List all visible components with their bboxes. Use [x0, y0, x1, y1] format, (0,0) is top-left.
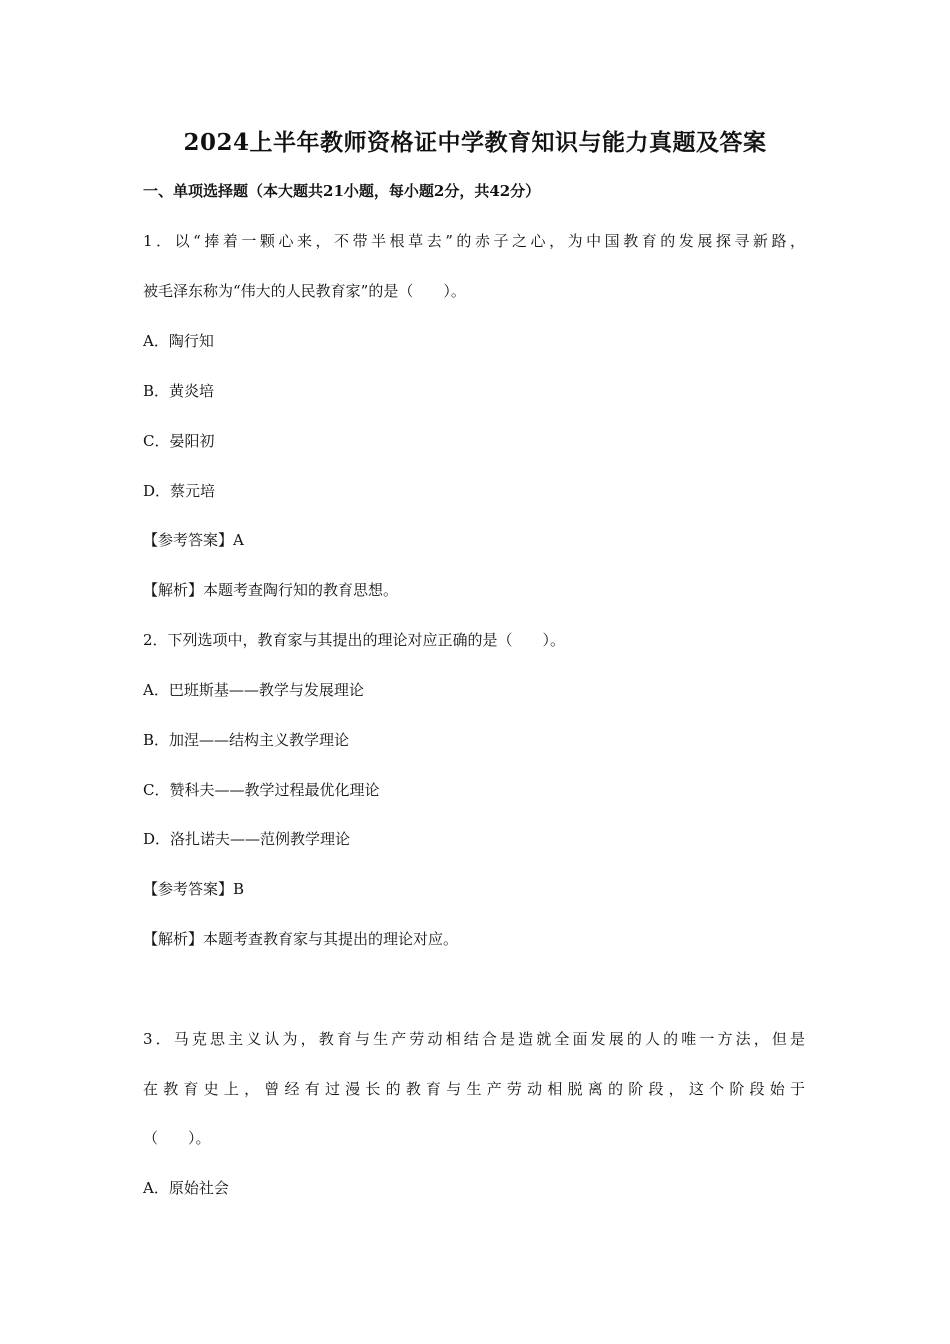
section-heading: 一、单项选择题（本大题共21小题，每小题2分，共42分）: [143, 182, 541, 200]
question-3-option-a: A．原始社会: [143, 1179, 229, 1197]
question-1-analysis: 【解析】本题考查陶行知的教育思想。: [143, 581, 399, 599]
question-1-option-b: B．黄炎培: [143, 382, 215, 400]
question-3-stem-line-3: （ ）。: [143, 1129, 211, 1147]
question-2-option-a: A．巴班斯基——教学与发展理论: [143, 681, 364, 699]
question-1-answer: 【参考答案】A: [143, 531, 244, 549]
question-3-stem-line-1: 3．马克思主义认为，教育与生产劳动相结合是造就全面发展的人的唯一方法，但是: [143, 1030, 805, 1048]
question-1-option-c: C．晏阳初: [143, 432, 215, 450]
page-title: 2024上半年教师资格证中学教育知识与能力真题及答案: [183, 129, 767, 156]
question-1-stem-line-2: 被毛泽东称为“伟大的人民教育家”的是（ ）。: [143, 282, 466, 300]
question-2-option-c: C．赞科夫——教学过程最优化理论: [143, 781, 380, 799]
question-2-answer: 【参考答案】B: [143, 880, 245, 898]
question-1-option-a: A．陶行知: [143, 332, 214, 350]
question-2-option-b: B．加涅——结构主义教学理论: [143, 731, 350, 749]
question-1-option-d: D．蔡元培: [143, 482, 216, 500]
question-2-analysis: 【解析】本题考查教育家与其提出的理论对应。: [143, 930, 459, 948]
question-3-stem-line-2: 在教育史上，曾经有过漫长的教育与生产劳动相脱离的阶段，这个阶段始于: [143, 1080, 805, 1098]
question-1-stem-line-1: 1．以“捧着一颗心来，不带半根草去”的赤子之心，为中国教育的发展探寻新路，: [143, 232, 805, 250]
question-2-option-d: D．洛扎诺夫——范例教学理论: [143, 830, 351, 848]
question-2-stem-line-1: 2．下列选项中，教育家与其提出的理论对应正确的是（ ）。: [143, 631, 566, 649]
